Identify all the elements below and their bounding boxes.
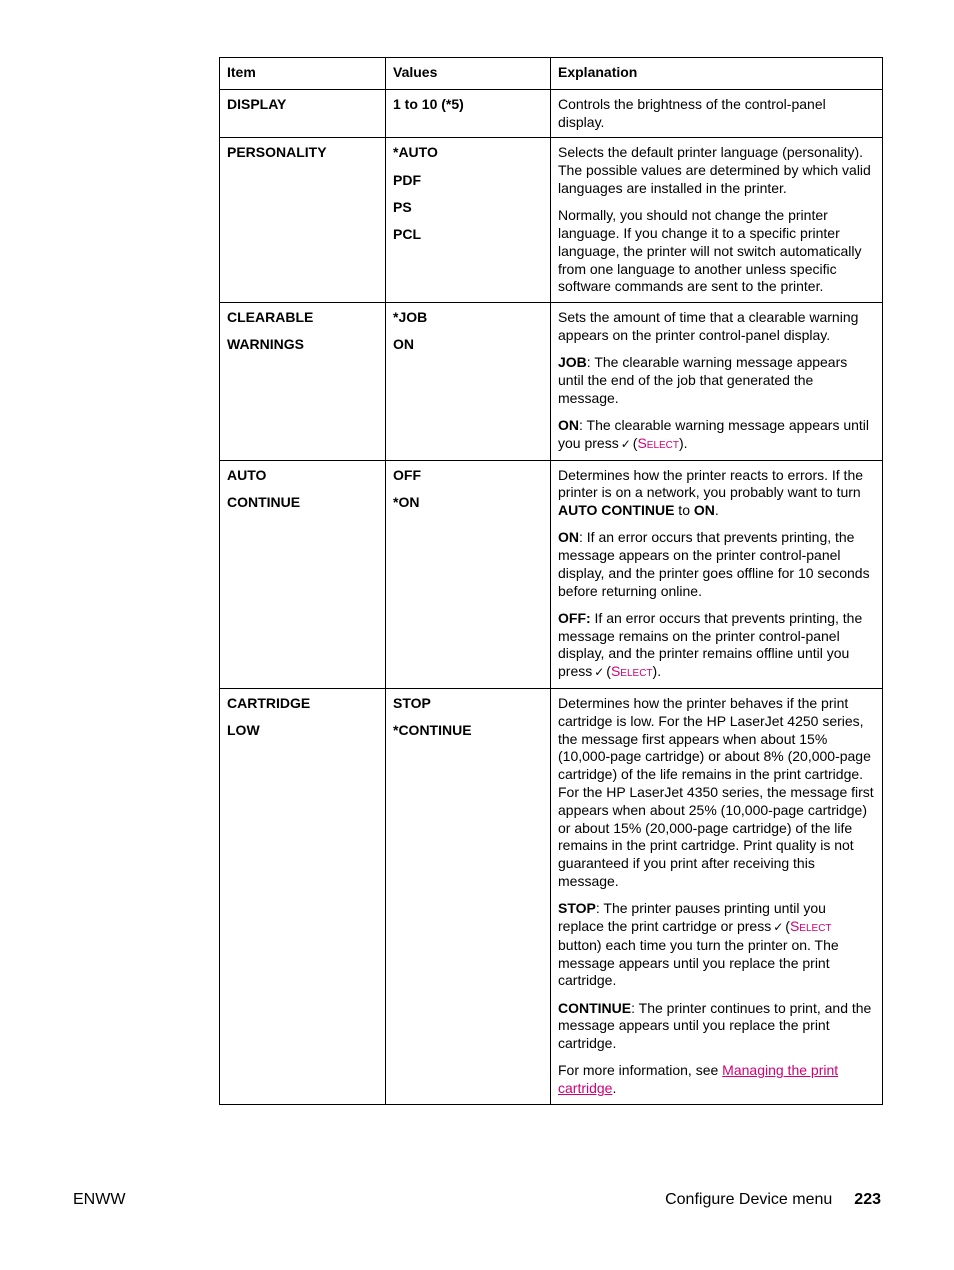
value-option: PDF (393, 171, 421, 188)
explanation-text: . (714, 502, 719, 519)
values-cell (386, 303, 551, 460)
item-cell (220, 89, 386, 138)
table-row (220, 689, 883, 1105)
term: CONTINUE (558, 999, 632, 1016)
explanation-cell (551, 89, 883, 138)
explanation-text: . (612, 1080, 617, 1097)
explanation-paragraph (558, 695, 875, 891)
checkmark-icon: ✓ (773, 920, 784, 935)
value-option: STOP (393, 695, 431, 712)
explanation-cell (551, 460, 883, 689)
term: STOP (558, 900, 596, 917)
page-number: 223 (854, 1191, 881, 1208)
term: AUTO CONTINUE (558, 502, 675, 519)
explanation-text: Normally, you should not change the printer language. If you change it to a specific printer language, the printer will not switch automatically from one language to another unless specific software commands are sent to the printer. (558, 207, 862, 295)
footer-enww: ENWW (73, 1191, 126, 1208)
explanation-text: button) each time you turn the printer on. The message appears until you replace the print cartridge. (558, 936, 839, 989)
term: ON (693, 502, 715, 519)
explanation-paragraph (558, 529, 875, 600)
term: ON (558, 529, 579, 546)
explanation-text: to (674, 502, 694, 519)
explanation-cell (551, 303, 883, 460)
managing-cartridge-link[interactable]: Managing the print cartridge (558, 1062, 839, 1097)
explanation-text: : If an error occurs that prevents printing, the message appears on the printer control-panel display, and the printer goes offline for 10 seconds before returning online. (558, 529, 870, 599)
value-option: PS (393, 198, 412, 215)
select-button-ref: Select (637, 434, 680, 451)
explanation-paragraph (558, 1000, 875, 1053)
values-cell (386, 460, 551, 689)
value-option: *AUTO (393, 144, 438, 161)
table-row (220, 138, 883, 303)
explanation-paragraph: STOP: The printer pauses printing until you replace the print cartridge or press ✓ (Select button) each time you turn the printer on. The message appears until you replace the print cartridge. (558, 900, 839, 989)
checkmark-icon: ✓ (620, 436, 631, 451)
value-option: *JOB (393, 309, 428, 326)
item-name: CLEARABLE (227, 309, 314, 326)
value-option: PCL (393, 225, 421, 242)
table-row (220, 460, 883, 689)
item-name: WARNINGS (227, 336, 304, 353)
footer-section-title: Configure Device menu (665, 1191, 833, 1208)
value-option: OFF (393, 466, 421, 483)
table-row (220, 89, 883, 138)
explanation-paragraph (558, 467, 875, 520)
footer-right (665, 1191, 881, 1209)
header-values: Values (386, 58, 551, 90)
item-name: PERSONALITY (227, 144, 327, 161)
checkmark-icon: ✓ (594, 665, 605, 680)
explanation-text: : The printer continues to print, and the message appears until you replace the print cartridge. (558, 999, 872, 1052)
term: ON (558, 416, 579, 433)
explanation-paragraph: OFF: If an error occurs that prevents printing, the message remains on the printer control-panel display, and the printer remains offline until you press ✓ (Select). (558, 610, 875, 682)
select-button-ref: Select (789, 918, 832, 935)
item-cell (220, 138, 386, 303)
explanation-paragraph (558, 354, 875, 407)
item-name: CONTINUE (227, 493, 301, 510)
table-body (220, 89, 883, 1104)
values-cell (386, 138, 551, 303)
explanation-text: : The clearable warning message appears until you press (558, 416, 870, 451)
explanation-text: If an error occurs that prevents printing, the message remains on the printer control-panel display, and the printer remains offline until you press (558, 609, 863, 680)
explanation-text: For more information, see (558, 1062, 723, 1079)
explanation-text: Selects the default printer language (personality). The possible values are determined by which valid languages are installed in the printer. (558, 144, 871, 196)
explanation-paragraph (558, 207, 875, 296)
explanation-text: Sets the amount of time that a clearable warning appears on the printer control-panel display. (558, 309, 859, 343)
value-option: 1 to 10 (*5) (393, 95, 464, 112)
explanation-text: Determines how the printer reacts to errors. If the printer is on a network, you probably want to turn (558, 466, 864, 501)
term: OFF: (558, 609, 591, 626)
header-explanation: Explanation (551, 58, 883, 90)
explanation-text: ). (652, 663, 662, 680)
explanation-text: : The printer pauses printing until you replace the print cartridge or press (558, 900, 826, 935)
explanation-paragraph (558, 1062, 875, 1098)
item-name: CARTRIDGE (227, 695, 311, 712)
values-cell (386, 689, 551, 1105)
header-item: Item (220, 58, 386, 90)
item-cell (220, 689, 386, 1105)
explanation-text: Determines how the printer behaves if the print cartridge is low. For the HP LaserJet 4250 series, the message first appears when about 15% (10,000-page cartridge) or about 8% (20,000-page cartridge) of the life remains in the print cartridge. For the HP LaserJet 4350 series, the message first appears when about 25% (10,000-page cartridge) or about 15% (20,000-page cartridge) of the life remains in the print cartridge. Print quality is not guaranteed if you print after receiving this message. (558, 695, 874, 890)
item-cell (220, 460, 386, 689)
values-cell (386, 89, 551, 138)
item-name: AUTO (227, 466, 267, 483)
explanation-text: : The clearable warning message appears until the end of the job that generated the message. (558, 354, 848, 406)
value-option: ON (393, 336, 414, 353)
explanation-paragraph (558, 144, 875, 197)
explanation-paragraph: ON: The clearable warning message appears until you press ✓ (Select). (558, 417, 875, 454)
table-header-row (220, 58, 883, 90)
explanation-text: ). (679, 434, 688, 451)
configure-device-menu-table (219, 57, 883, 1105)
item-cell (220, 303, 386, 460)
table-row (220, 303, 883, 460)
value-option: *CONTINUE (393, 722, 472, 739)
value-option: *ON (393, 493, 420, 510)
item-name: DISPLAY (227, 95, 287, 112)
term: JOB (558, 354, 587, 371)
explanation-paragraph (558, 309, 875, 345)
item-name: LOW (227, 722, 260, 739)
explanation-paragraph (558, 96, 875, 132)
explanation-text: Controls the brightness of the control-panel display. (558, 95, 826, 130)
select-button-ref: Select (610, 663, 653, 680)
explanation-cell (551, 138, 883, 303)
explanation-cell (551, 689, 883, 1105)
